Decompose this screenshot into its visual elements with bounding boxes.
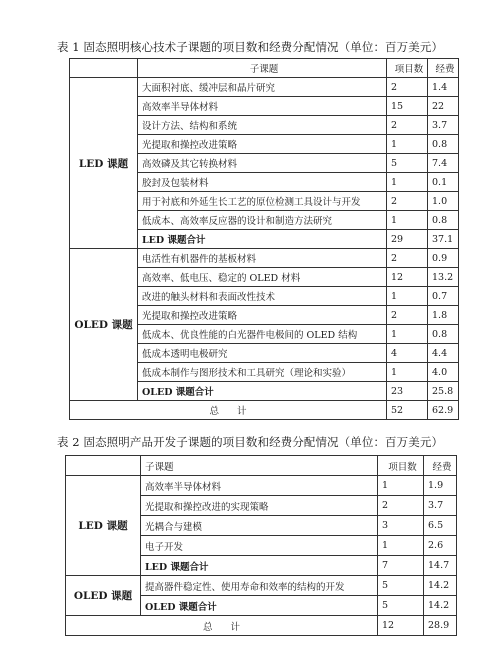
funding-cell: 2.6 [424,536,457,556]
count-cell: 4 [387,344,428,363]
funding-cell: 1.9 [424,476,457,496]
total-row [66,616,457,636]
subtotal-funding: 37.1 [428,230,459,249]
funding-cell: 1.8 [428,306,459,325]
table1-core-technology [69,58,459,420]
table2-caption: 表 2 固态照明产品开发子课题的项目数和经费分配情况（单位：百万美元） [56,435,444,449]
subtotal-count: 29 [387,230,428,249]
subtopic-cell: 低成本、优良性能的白光器件电极间的 OLED 结构 [138,325,387,344]
count-cell: 1 [378,476,424,496]
funding-cell: 0.1 [428,173,459,192]
count-cell: 1 [387,363,428,382]
table-header-row [66,456,457,476]
total-label: 总计 [70,401,387,420]
funding-cell: 0.9 [428,249,459,268]
subtotal-label: LED 课题合计 [141,556,378,576]
table-header-row [70,59,459,78]
funding-cell: 1.4 [428,78,459,97]
subtopic-cell: 胶封及包装材料 [138,173,387,192]
total-count: 12 [378,616,424,636]
subtotal-label: LED 课题合计 [138,230,387,249]
subtopic-cell: 用于衬底和外延生长工艺的原位检测工具设计与开发 [138,192,387,211]
subtotal-funding: 25.8 [428,382,459,401]
subtopic-cell: 光提取和操控改进策略 [138,306,387,325]
group-label-oled: OLED 课题 [70,249,138,401]
table-row [66,476,457,496]
count-cell: 5 [378,576,424,596]
subtopic-cell: 提高器件稳定性、使用寿命和效率的结构的开发 [141,576,378,596]
funding-cell: 13.2 [428,268,459,287]
funding-cell: 4.4 [428,344,459,363]
subtopic-cell: 光耦合与建模 [141,516,378,536]
subtotal-count: 5 [378,596,424,616]
subtopic-cell: 低成本、高效率反应器的设计和制造方法研究 [138,211,387,230]
subtotal-label: OLED 课题合计 [141,596,378,616]
funding-cell: 3.7 [428,116,459,135]
total-count: 52 [387,401,428,420]
header-count: 项目数 [387,59,428,78]
funding-cell: 22 [428,97,459,116]
subtopic-cell: 光提取和操控改进策略 [138,135,387,154]
funding-cell: 14.2 [424,576,457,596]
count-cell: 1 [387,211,428,230]
count-cell: 1 [387,135,428,154]
count-cell: 2 [387,249,428,268]
count-cell: 2 [378,496,424,516]
subtopic-cell: 低成本制作与图形技术和工具研究（理论和实验） [138,363,387,382]
table-row [70,78,459,97]
subtopic-cell: 电活性有机器件的基板材料 [138,249,387,268]
funding-cell: 0.7 [428,287,459,306]
funding-cell: 7.4 [428,154,459,173]
subtopic-cell: 设计方法、结构和系统 [138,116,387,135]
header-subtopic: 子课题 [141,456,378,476]
subtopic-cell: 高效率半导体材料 [138,97,387,116]
subtotal-count: 23 [387,382,428,401]
count-cell: 12 [387,268,428,287]
subtopic-cell: 高效率半导体材料 [141,476,378,496]
table-row [66,576,457,596]
funding-cell: 3.7 [424,496,457,516]
subtopic-cell: 改进的触头材料和表面改性技术 [138,287,387,306]
table-row [70,249,459,268]
total-funding: 28.9 [424,616,457,636]
total-funding: 62.9 [428,401,459,420]
count-cell: 2 [387,78,428,97]
funding-cell: 4.0 [428,363,459,382]
header-funding: 经费 [428,59,459,78]
group-label-oled: OLED 课题 [66,576,141,616]
count-cell: 1 [387,325,428,344]
subtopic-cell: 电子开发 [141,536,378,556]
funding-cell: 0.8 [428,325,459,344]
subtotal-count: 7 [378,556,424,576]
group-label-led: LED 课题 [70,78,138,249]
header-count: 项目数 [378,456,424,476]
funding-cell: 1.0 [428,192,459,211]
count-cell: 5 [387,154,428,173]
subtotal-funding: 14.7 [424,556,457,576]
funding-cell: 0.8 [428,211,459,230]
count-cell: 2 [387,192,428,211]
total-label: 总计 [66,616,378,636]
funding-cell: 6.5 [424,516,457,536]
subtotal-funding: 14.2 [424,596,457,616]
subtopic-cell: 大面积衬底、缓冲层和晶片研究 [138,78,387,97]
header-funding: 经费 [424,456,457,476]
total-row [70,401,459,420]
count-cell: 3 [378,516,424,536]
subtopic-cell: 光提取和操控改进的实现策略 [141,496,378,516]
count-cell: 1 [387,173,428,192]
count-cell: 2 [387,116,428,135]
table1-caption: 表 1 固态照明核心技术子课题的项目数和经费分配情况（单位：百万美元） [56,40,444,54]
table2-product-development [65,455,457,636]
count-cell: 2 [387,306,428,325]
subtopic-cell: 低成本透明电极研究 [138,344,387,363]
count-cell: 15 [387,97,428,116]
subtotal-label: OLED 课题合计 [138,382,387,401]
subtopic-cell: 高效磷及其它转换材料 [138,154,387,173]
subtopic-cell: 高效率、低电压、稳定的 OLED 材料 [138,268,387,287]
group-label-led: LED 课题 [66,476,141,576]
count-cell: 1 [378,536,424,556]
count-cell: 1 [387,287,428,306]
funding-cell: 0.8 [428,135,459,154]
header-subtopic: 子课题 [138,59,387,78]
